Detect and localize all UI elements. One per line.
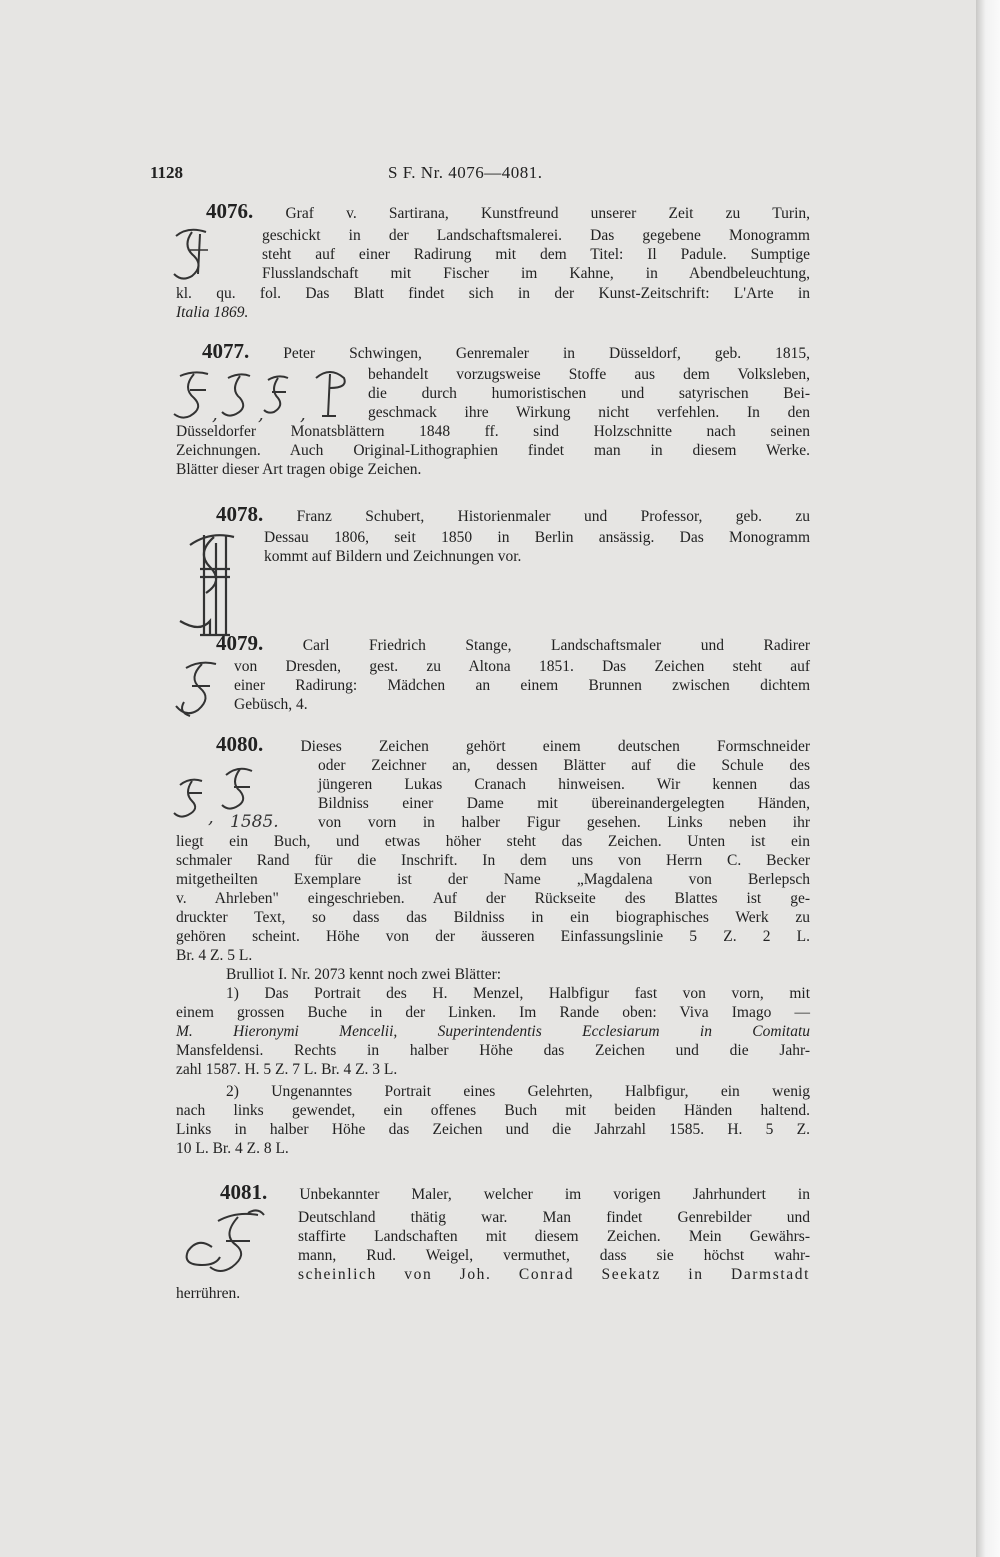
page-edge [976,0,1000,1557]
text-line: Gebüsch, 4. [234,696,308,713]
text-line: von Dresden, gest. zu Altona 1851. Das Zeichen steht auf [234,658,810,675]
text-line: staffirte Landschaften mit diesem Zeichen. Mein Gewährs- [298,1228,810,1245]
svg-text:,: , [258,404,264,425]
text-line: zahl 1587. H. 5 Z. 7 L. Br. 4 Z. 3 L. [176,1061,398,1078]
text-line: kl. qu. fol. Das Blatt findet sich in der Kunst-Zeitschrift: L'Arte in [176,285,810,302]
text-line: kommt auf Bildern und Zeichnungen vor. [264,548,522,565]
monogram-cfs-image [170,658,230,722]
entry-number: 4080. [216,732,264,756]
entry-number: 4076. [206,199,254,223]
page-header [150,163,810,189]
entry-text: Peter Schwingen, Genremaler in Düsseldorf, geb. 1815, [283,345,810,362]
text-line: schmaler Rand für die Inschrift. In dem uns von Herrn C. Becker [176,852,810,869]
text-line: v. Ahrleben" eingeschrieben. Auf der Rückseite des Blattes ist ge- [176,890,810,907]
svg-text:1585.: 1585. [230,812,279,832]
text-line: 2) Ungenanntes Portrait eines Gelehrten, Halbfigur, ein wenig [226,1083,810,1100]
monogram-sf-image [166,224,246,286]
text-line: Flusslandschaft mit Fischer im Kahne, in Abendbeleuchtung, [262,265,810,282]
entry-4081 [176,1180,810,1333]
text-line: Br. 4 Z. 5 L. [176,947,253,964]
text-line: scheinlich von Joh. Conrad Seekatz in Darmstadt [298,1266,810,1283]
text-line: 1) Das Portrait des H. Menzel, Halbfigur fast von vorn, mit [226,985,810,1002]
entry-text: Carl Friedrich Stange, Landschaftsmaler und Radirer [302,637,810,654]
text-line: Mansfeldensi. Rechts in halber Höhe das Zeichen und die Jahr- [176,1042,810,1059]
text-line: einem grossen Buche in der Linken. Im Rande oben: Viva Imago — [176,1004,810,1021]
text-line: Blätter dieser Art tragen obige Zeichen. [176,461,422,478]
entry-heading-line [220,1180,810,1205]
text-line: Düsseldorfer Monatsblättern 1848 ff. sind Holzschnitte nach seinen [176,423,810,440]
text-line: Zeichnungen. Auch Original-Lithographien findet man in diesem Werke. [176,442,810,459]
svg-text:,: , [208,807,214,828]
text-line: M. Hieronymi Mencelii, Superintendentis Ecclesiarum in Comitatu [176,1023,810,1040]
text-line: Dessau 1806, seit 1850 in Berlin ansässig. Das Monogramm [264,529,810,546]
text-line: einer Radirung: Mädchen an einem Brunnen zwischen dichtem [234,677,810,694]
text-line: geschmack ihre Wirkung nicht verfehlen. In den [368,404,810,421]
entry-number: 4081. [220,1180,268,1204]
entry-4077 [176,339,810,502]
text-line: liegt ein Buch, und etwas höher steht das Zeichen. Unten ist ein [176,833,810,850]
entry-heading-line [216,631,810,656]
entry-4079 [176,631,810,724]
text-line: von vorn in halber Figur gesehen. Links neben ihr [318,814,810,831]
text-line: gehören scheint. Höhe von der äusseren Einfassungslinie 5 Z. 2 L. [176,928,810,945]
monogram-group-image [170,366,360,426]
text-line: Links in halber Höhe das Zeichen und die Jahrzahl 1585. H. 5 Z. [176,1121,810,1138]
text-line: jüngeren Lukas Cranach hinweisen. Wir kennen das [318,776,810,793]
svg-text:,: , [212,404,218,425]
svg-text:,: , [300,404,306,425]
monogram-cs-image [178,1207,290,1283]
text-line: geschickt in der Landschaftsmalerei. Das gegebene Monogramm [262,227,810,244]
monogram-fs-image [170,525,260,645]
text-line: 10 L. Br. 4 Z. 8 L. [176,1140,289,1157]
text-line: herrühren. [176,1285,241,1302]
entry-heading-line [216,732,810,757]
entry-heading-line [202,339,810,364]
running-title: S F. Nr. 4076—4081. [388,163,543,182]
text-line: Italia 1869. [176,304,249,321]
entry-text: Dieses Zeichen gehört einem deutschen Formschneider [300,738,810,755]
entry-number: 4079. [216,631,264,655]
entry-heading-line [206,199,810,224]
text-line: mann, Rud. Weigel, vermuthet, dass sie höchst wahr- [298,1247,810,1264]
entry-text: Unbekannter Maler, welcher im vorigen Jahrhundert in [299,1186,810,1203]
text-line: Brulliot I. Nr. 2073 kennt noch zwei Blätter: [226,966,502,983]
entry-text: Graf v. Sartirana, Kunstfreund unserer Zeit zu Turin, [285,205,810,222]
monogram-sf-1585-image [170,761,310,833]
text-line: mitgetheilten Exemplare ist der Name „Magdalena von Berlepsch [176,871,810,888]
text-line: nach links gewendet, ein offenes Buch mit beiden Händen haltend. [176,1102,810,1119]
page-number: 1128 [150,163,184,182]
text-line: behandelt vorzugsweise Stoffe aus dem Volksleben, [368,366,810,383]
text-line: steht auf einer Radirung mit dem Titel: Il Padule. Sumptige [262,246,810,263]
entry-4078 [176,502,811,645]
entry-heading-line [216,502,811,527]
entry-4080 [176,732,810,1175]
text-line: die durch humoristischen und satyrischen Bei- [368,385,810,402]
entry-number: 4078. [216,502,264,526]
text-line: Bildniss einer Dame mit übereinandergelegten Händen, [318,795,810,812]
text-line: druckter Text, so dass das Bildniss in ein biographisches Werk zu [176,909,810,926]
entry-4076 [176,199,810,332]
entry-text: Franz Schubert, Historienmaler und Professor, geb. zu [296,508,811,525]
entry-number: 4077. [202,339,250,363]
text-line: oder Zeichner an, dessen Blätter auf die Schule des [318,757,810,774]
text-line: Deutschland thätig war. Man findet Genrebilder und [298,1209,810,1226]
